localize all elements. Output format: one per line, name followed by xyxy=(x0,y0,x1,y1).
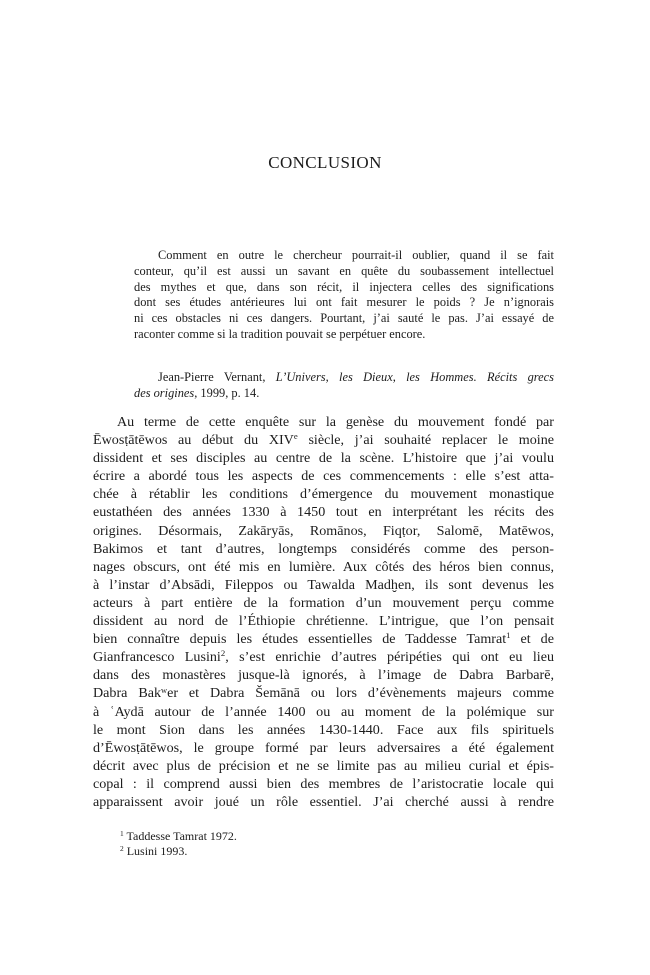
body-line: origines. Désormais, Zakāryās, Romānos, Fiqṭor, Salomē, Matēwos, xyxy=(93,522,554,539)
epigraph-line: dont ses études antérieures lui ont fait mesurer le poids ? Je n’ignorais xyxy=(134,295,554,310)
footnote-ref: 2 xyxy=(220,648,226,659)
epigraph-line: raconter comme si la tradition pouvait se perpétuer encore. xyxy=(134,326,426,341)
body-line: eustathéen des années 1330 à 1450 tout en interprétant les récits des xyxy=(93,504,554,521)
body-line: le mont Sion dans les années 1430-1440. Face aux fils spirituels xyxy=(93,721,554,738)
body-line: Dabra Bakʷer et Dabra Šemānā ou lors d’évènements majeurs comme xyxy=(93,685,554,702)
body-paragraph xyxy=(93,413,554,811)
epigraph-source xyxy=(134,370,554,402)
epigraph-line: conteur, qu’il est aussi un savant en quête du soubassement intellectuel xyxy=(134,263,554,278)
body-line: dissident et ses disciples au centre de la scène. L’histoire que j’ai voulu xyxy=(93,450,554,467)
body-text: siècle, j’ai souhaité replacer le moine xyxy=(297,432,554,449)
source-author: Jean-Pierre Vernant, xyxy=(158,370,276,384)
body-line: nages obscurs, ont été mis en lumière. Aux côtés des héros bien connus, xyxy=(93,558,554,575)
century-superscript: e xyxy=(293,431,298,442)
footnote-ref: 1 xyxy=(506,630,511,641)
footnote xyxy=(120,829,237,844)
footnote-number: 2 xyxy=(120,843,124,853)
body-line: acteurs à part entière de la formation d’un mouvement perçu comme xyxy=(93,594,554,611)
body-line: à l’instar d’Absādi, Fileppos ou Tawalda Madḫen, ils sont devenus les xyxy=(93,576,554,593)
footnote-text: Taddesse Tamrat 1972. xyxy=(123,829,237,843)
body-line: Au terme de cette enquête sur la genèse du mouvement fondé par xyxy=(117,414,554,430)
epigraph-line: Comment en outre le chercheur pourrait-il oublier, quand il se fait xyxy=(158,248,554,262)
body-text: Ēwosṭātēwos au début du XIV xyxy=(93,432,294,449)
body-line: à ʿAydā autour de l’année 1400 ou au moment de la polémique sur xyxy=(93,703,554,720)
epigraph-line: ni ces obstacles ni ces dangers. Pourtant, j’ai sauté le pas. J’ai essayé de xyxy=(134,311,554,326)
footnote-number: 1 xyxy=(120,828,124,838)
chapter-title: CONCLUSION xyxy=(268,153,382,172)
body-text: et de xyxy=(510,631,554,648)
footnote-text: Lusini 1993. xyxy=(123,844,188,858)
body-text: bien connaître depuis les études essentielles de Taddesse Tamrat xyxy=(93,631,507,648)
body-text: Gianfrancesco Lusini xyxy=(93,649,221,666)
body-line xyxy=(93,630,554,648)
body-line: chée à rétablir les conditions d’émergence du mouvement monastique xyxy=(93,486,554,503)
body-line: copal : il comprend aussi bien des membres de l’aristocratie locale qui xyxy=(93,775,554,792)
epigraph-quote xyxy=(134,248,554,343)
body-line xyxy=(93,431,554,449)
epigraph-source-line xyxy=(134,386,554,402)
body-line: décrit avec plus de précision et ne se limite pas au milieu curial et épis- xyxy=(93,757,554,774)
body-line: écrire a abordé tous les aspects de ces commencements : elle s’est atta- xyxy=(93,468,554,485)
body-line: dans des monastères jusque-là ignorés, à l’image de Dabra Barbarē, xyxy=(93,667,554,684)
source-details: , 1999, p. 14. xyxy=(194,385,260,400)
body-line: apparaissent avoir joué un rôle essentiel. J’ai cherché aussi à rendre xyxy=(93,793,554,810)
body-line: Bakimos et tant d’autres, longtemps considérés comme des person- xyxy=(93,540,554,557)
footnote xyxy=(120,844,187,859)
source-title-cont: des origines xyxy=(134,385,195,400)
body-line xyxy=(93,648,554,666)
body-text: , s’est enrichie d’autres péripéties qui ont eu lieu xyxy=(225,649,555,666)
epigraph-line: des mythes et que, dans son récit, il injectera celles des significations xyxy=(134,279,554,294)
source-title: L’Univers, les Dieux, les Hommes. Récits grecs xyxy=(275,370,554,384)
body-line: dissident au nord de l’Éthiopie chrétienne. L’intrigue, que l’on pensait xyxy=(93,613,554,630)
body-line: d’Ēwosṭātēwos, le groupe formé par leurs adversaires a été également xyxy=(93,739,554,756)
epigraph-source-line xyxy=(134,370,554,386)
